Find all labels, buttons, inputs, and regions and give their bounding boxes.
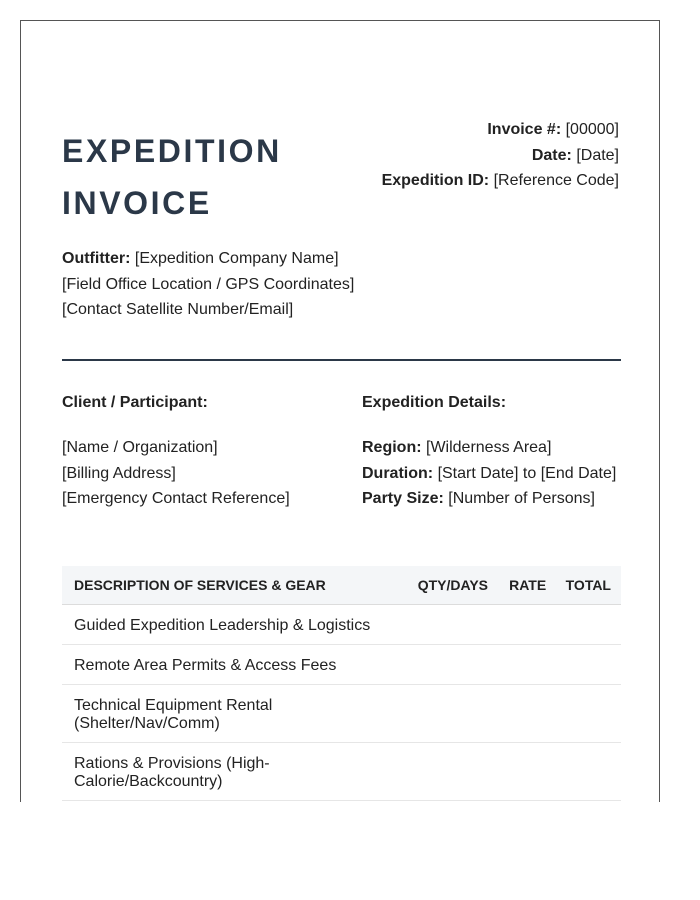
expedition-id-value: [Reference Code] bbox=[493, 172, 619, 189]
row-qty bbox=[406, 743, 500, 801]
row-rate bbox=[500, 645, 556, 685]
party-size-value: [Number of Persons] bbox=[448, 490, 595, 507]
invoice-date-label: Date: bbox=[531, 146, 572, 164]
col-header-rate: RATE bbox=[500, 566, 556, 605]
outfitter-block bbox=[62, 246, 354, 323]
outfitter-name: [Expedition Company Name] bbox=[134, 250, 339, 267]
row-total bbox=[556, 645, 621, 685]
row-rate bbox=[500, 685, 556, 743]
col-header-total: TOTAL bbox=[556, 566, 621, 605]
invoice-title bbox=[62, 125, 322, 229]
row-description: Technical Equipment Rental (Shelter/Nav/Comm) bbox=[62, 685, 406, 743]
party-size-label: Party Size: bbox=[362, 490, 444, 507]
client-emergency: [Emergency Contact Reference] bbox=[62, 490, 290, 507]
invoice-date-value: [Date] bbox=[576, 146, 619, 164]
services-table bbox=[62, 566, 621, 801]
col-header-qty: QTY/DAYS bbox=[406, 566, 500, 605]
region-label: Region: bbox=[362, 439, 422, 456]
invoice-number-label: Invoice #: bbox=[487, 121, 562, 138]
table-row bbox=[62, 645, 621, 685]
row-total bbox=[556, 605, 621, 645]
row-description: Rations & Provisions (High-Calorie/Backcountry) bbox=[62, 743, 406, 801]
details-lines bbox=[362, 435, 616, 512]
duration-line bbox=[362, 461, 616, 487]
region-line bbox=[362, 435, 616, 461]
details-heading: Expedition Details: bbox=[362, 394, 507, 411]
title-line-2: INVOICE bbox=[62, 185, 212, 221]
row-description: Guided Expedition Leadership & Logistics bbox=[62, 605, 406, 645]
row-rate bbox=[500, 605, 556, 645]
row-total bbox=[556, 743, 621, 801]
outfitter-contact: [Contact Satellite Number/Email] bbox=[62, 301, 294, 318]
party-size-line bbox=[362, 486, 616, 512]
invoice-number-value: [00000] bbox=[565, 121, 619, 138]
expedition-details-block bbox=[362, 393, 616, 512]
client-billing: [Billing Address] bbox=[62, 464, 176, 482]
row-rate bbox=[500, 743, 556, 801]
table-row bbox=[62, 605, 621, 645]
client-block bbox=[62, 393, 290, 512]
header-divider bbox=[62, 359, 621, 361]
table-row bbox=[62, 685, 621, 743]
invoice-meta bbox=[379, 117, 619, 194]
title-line-1: EXPEDITION bbox=[62, 133, 282, 169]
invoice-number-line bbox=[379, 117, 619, 143]
client-lines bbox=[62, 435, 290, 512]
row-qty bbox=[406, 605, 500, 645]
outfitter-label: Outfitter: bbox=[62, 250, 131, 267]
outfitter-name-line bbox=[62, 246, 354, 272]
row-qty bbox=[406, 645, 500, 685]
duration-label: Duration: bbox=[362, 464, 434, 482]
invoice-date-line bbox=[379, 143, 619, 169]
services-table-header bbox=[62, 566, 621, 605]
services-table-body bbox=[62, 605, 621, 801]
duration-value: [Start Date] to [End Date] bbox=[437, 464, 617, 482]
outfitter-location: [Field Office Location / GPS Coordinates] bbox=[62, 275, 355, 293]
row-total bbox=[556, 685, 621, 743]
header-row bbox=[62, 566, 621, 605]
invoice-page bbox=[20, 20, 660, 802]
expedition-id-line bbox=[379, 168, 619, 194]
table-row bbox=[62, 743, 621, 801]
row-qty bbox=[406, 685, 500, 743]
client-heading: Client / Participant: bbox=[62, 394, 208, 411]
row-description: Remote Area Permits & Access Fees bbox=[62, 645, 406, 685]
region-value: [Wilderness Area] bbox=[426, 439, 552, 456]
col-header-description: DESCRIPTION OF SERVICES & GEAR bbox=[62, 566, 406, 605]
client-name: [Name / Organization] bbox=[62, 439, 218, 456]
expedition-id-label: Expedition ID: bbox=[381, 172, 490, 189]
